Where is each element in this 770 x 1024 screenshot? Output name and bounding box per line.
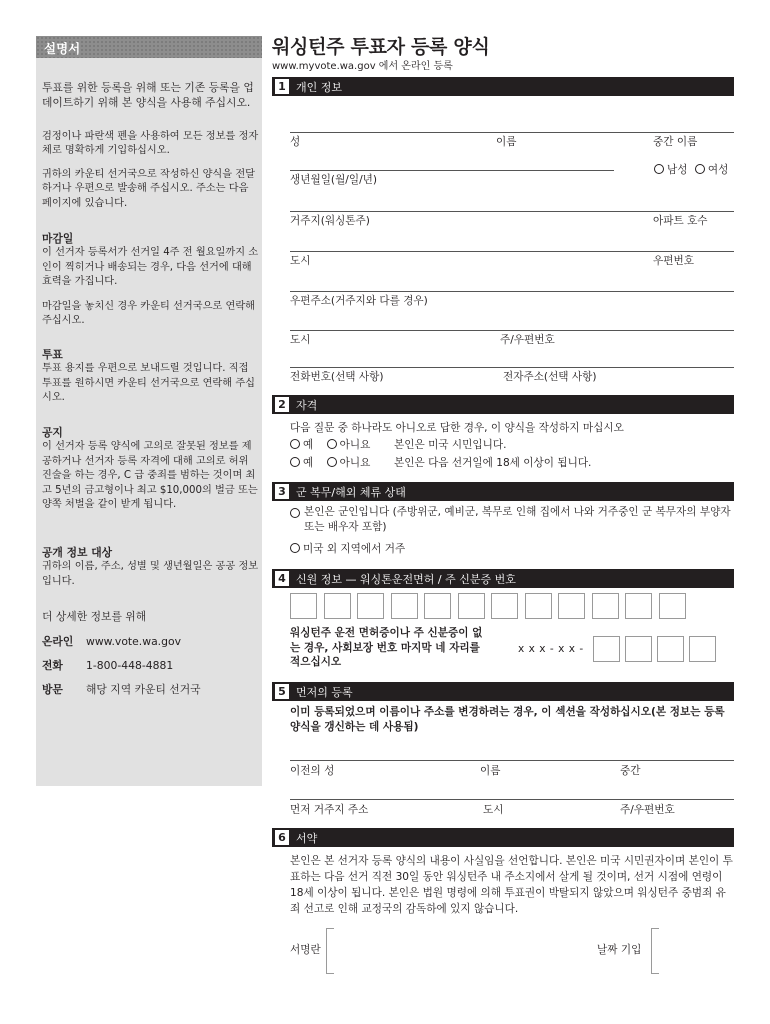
previous-city-label: 도시 [483, 804, 504, 816]
section-label: 먼저의 등록 [296, 686, 353, 699]
female-label: 여성 [707, 164, 729, 176]
no-label: 아니요 [339, 439, 371, 451]
form-title: 워싱턴주 투표자 등록 양식 [272, 36, 490, 58]
digit-box[interactable] [290, 593, 317, 619]
notice-block [42, 426, 260, 512]
middle-name-label: 중간 이름 [653, 136, 698, 148]
residence-line[interactable] [290, 211, 734, 212]
mailing-city-line[interactable] [290, 330, 734, 331]
city-label: 도시 [290, 255, 311, 267]
section-number: 4 [275, 571, 289, 586]
phone-label: 전화번호(선택 사항) [290, 371, 384, 383]
email-label: 전자주소(선택 사항) [503, 371, 597, 383]
previous-address-line[interactable] [290, 799, 734, 800]
public-info-block [42, 546, 260, 589]
contact-line[interactable] [290, 367, 734, 368]
deadline-missed-text: 마감일을 놓치신 경우 카운티 선거국으로 연락해 주십시오. [42, 301, 256, 327]
contact-phone-number: 1-800-448-4881 [86, 659, 174, 672]
section-number: 2 [275, 397, 289, 412]
section-label: 개인 정보 [296, 81, 343, 94]
digit-box[interactable] [592, 593, 619, 619]
instructions-sidebar [36, 36, 262, 786]
section-number: 3 [275, 484, 289, 499]
first-name-label: 이름 [496, 136, 517, 148]
zip-label: 우편번호 [653, 255, 694, 267]
deadline-text: 이 선거자 등록서가 선거일 4주 전 월요일까지 소인이 찍히거나 배송되는 경우, 다음 선거에 대해 효력을 가집니다. [42, 247, 259, 288]
deadline-heading: 마감일 [42, 232, 74, 245]
section-number: 1 [275, 79, 289, 94]
section-1-header [272, 77, 734, 96]
more-info-heading: 더 상세한 정보를 위해 [42, 610, 147, 623]
digit-box[interactable] [424, 593, 451, 619]
date-label: 날짜 기입 [597, 944, 642, 956]
age-question [290, 455, 370, 470]
public-info-heading: 공개 정보 대상 [42, 546, 113, 559]
previous-middle-name-label: 중간 [620, 765, 641, 777]
sidebar-title: 설명서 [44, 41, 81, 56]
public-info-text: 귀하의 이름, 주소, 성별 및 생년월일은 공공 정보입니다. [42, 561, 259, 587]
sidebar-intro: 투표를 위한 등록을 위해 또는 기존 등록을 업데이트하기 위해 본 양식을 사용해 주십시오. [42, 81, 254, 109]
military-option-text: 본인은 군인입니다 (주방위군, 예비군, 복무로 인해 집에서 나와 거주중인 군 복무자의 부양자 또는 배우자 포함) [304, 506, 731, 533]
sidebar-header [36, 36, 262, 58]
yes-label: 예 [303, 439, 314, 451]
age-statement: 본인은 다음 선거일에 18세 이상이 됩니다. [394, 457, 592, 469]
contact-online [42, 634, 181, 649]
previous-name-line[interactable] [290, 760, 734, 761]
section-label: 서약 [296, 832, 318, 845]
section-label: 자격 [296, 399, 318, 412]
previous-first-name-label: 이름 [480, 765, 501, 777]
section-label: 신원 정보 — 워싱톤운전면허 / 주 신분증 번호 [296, 573, 516, 586]
digit-box[interactable] [357, 593, 384, 619]
ssn-instruction: 워싱턴주 운전 면허증이나 주 신분증이 없는 경우, 사회보장 번호 마지막 네 자리를 적으십시오 [290, 627, 483, 669]
female-radio[interactable] [695, 164, 705, 174]
mailing-address-label: 우편주소(거주지와 다를 경우) [290, 295, 428, 307]
voting-heading: 투표 [42, 348, 63, 361]
apartment-label: 아파트 호수 [653, 215, 708, 227]
digit-box[interactable] [391, 593, 418, 619]
previous-registration-instruction: 이미 등록되었으며 이름이나 주소를 변경하려는 경우, 이 섹션을 작성하십시오(본 정보는 등록 양식을 갱신하는 데 사용됨) [290, 706, 725, 733]
citizen-question [290, 437, 370, 452]
section-number: 6 [275, 830, 289, 845]
contact-online-label: 온라인 [42, 635, 74, 648]
yes-label: 예 [303, 457, 314, 469]
previous-state-zip-label: 주/우편번호 [620, 804, 675, 816]
male-label: 남성 [667, 164, 688, 176]
section-number: 5 [275, 684, 289, 699]
signature-label: 서명란 [290, 944, 321, 956]
ssn-mask: x x x - x x - [518, 643, 584, 655]
dob-line[interactable] [290, 170, 614, 171]
digit-box[interactable] [659, 593, 686, 619]
male-radio[interactable] [654, 164, 664, 174]
previous-last-name-label: 이전의 성 [290, 765, 335, 777]
citizen-yes-radio[interactable] [290, 439, 300, 449]
oath-text: 본인은 본 선거자 등록 양식의 내용이 사실임을 선언합니다. 본인은 미국 시민권자이며 본인이 투표하는 다음 선거 직전 30일 동안 워싱턴주 내 주소지에서 살게 될 것이며, 선거 시점에 연령이 18세 이상이 됩니다. 본인은 법원 명령에 의해 투표권이 박탈되지 않았으며 워싱턴주 중범죄 유죄 선고로 인해 교정국의 감독하에 있지 않습니다. [290, 855, 733, 915]
eligibility-intro: 다음 질문 중 하나라도 아니오로 답한 경우, 이 양식을 작성하지 마십시오 [290, 422, 624, 434]
mailing-city-label: 도시 [290, 334, 311, 346]
age-yes-radio[interactable] [290, 457, 300, 467]
residence-label: 거주지(워싱톤주) [290, 215, 370, 227]
name-line[interactable] [290, 132, 734, 133]
digit-box[interactable] [625, 636, 652, 662]
digit-box[interactable] [324, 593, 351, 619]
contact-online-url[interactable]: www.vote.wa.gov [86, 635, 181, 648]
military-radio[interactable] [290, 508, 300, 518]
digit-box[interactable] [525, 593, 552, 619]
last-name-label: 성 [290, 136, 301, 148]
citizen-statement: 본인은 미국 시민입니다. [394, 439, 507, 451]
contact-visit-text: 해당 지역 카운티 선거국 [86, 683, 201, 696]
digit-box[interactable] [625, 593, 652, 619]
mailing-state-zip-label: 주/우편번호 [500, 334, 555, 346]
voting-block [42, 348, 260, 406]
citizen-no-radio[interactable] [327, 439, 337, 449]
dob-label: 생년월일(월/일/년) [290, 174, 378, 186]
digit-box[interactable] [593, 636, 620, 662]
deadline-block [42, 232, 260, 290]
overseas-label: 미국 외 지역에서 거주 [303, 543, 406, 555]
previous-address-label: 먼저 거주지 주소 [290, 804, 369, 816]
contact-visit-label: 방문 [42, 683, 63, 696]
section-6-header [272, 828, 734, 847]
section-2-header [272, 395, 734, 414]
gender-options [654, 162, 728, 177]
no-label: 아니요 [339, 457, 371, 469]
section-4-header [272, 569, 734, 588]
city-line[interactable] [290, 251, 734, 252]
overseas-radio[interactable] [290, 543, 300, 553]
contact-phone [42, 658, 173, 673]
notice-heading: 공지 [42, 426, 63, 439]
notice-text: 이 선거자 등록 양식에 고의로 잘못된 정보를 제공하거나 선거자 등록 자격에 대해 고의로 허위 진술을 하는 경우, C 급 중죄를 범하는 것이며 최고 5년의 금고형이나 최고 $10,000의 벌금 또는 양쪽 처벌을 같이 받게 됩니다. [42, 441, 258, 511]
online-registration-link[interactable]: www.myvote.wa.gov 에서 온라인 등록 [272, 61, 453, 72]
digit-box[interactable] [657, 636, 684, 662]
sidebar-paragraph-pen: 검정이나 파란색 펜을 사용하여 모든 정보를 정자체로 명확하게 기입하십시오. [42, 131, 259, 157]
age-no-radio[interactable] [327, 457, 337, 467]
digit-box[interactable] [689, 636, 716, 662]
digit-box[interactable] [491, 593, 518, 619]
section-label: 군 복무/해외 체류 상태 [296, 486, 406, 499]
signature-box[interactable] [326, 928, 334, 974]
date-box[interactable] [651, 928, 659, 974]
sidebar-paragraph-send: 귀하의 카운티 선거국으로 작성하신 양식을 전달하거나 우편으로 발송해 주십시오. 주소는 다음 페이지에 있습니다. [42, 169, 256, 209]
overseas-option [290, 541, 405, 556]
mailing-line[interactable] [290, 291, 734, 292]
contact-phone-label: 전화 [42, 659, 63, 672]
contact-visit [42, 682, 201, 697]
digit-box[interactable] [458, 593, 485, 619]
section-3-header [272, 482, 734, 501]
digit-box[interactable] [558, 593, 585, 619]
section-5-header [272, 682, 734, 701]
voting-text: 투표 용지를 우편으로 보내드릴 것입니다. 직접 투표를 원하시면 카운티 선거국으로 연락해 주십시오. [42, 363, 256, 404]
